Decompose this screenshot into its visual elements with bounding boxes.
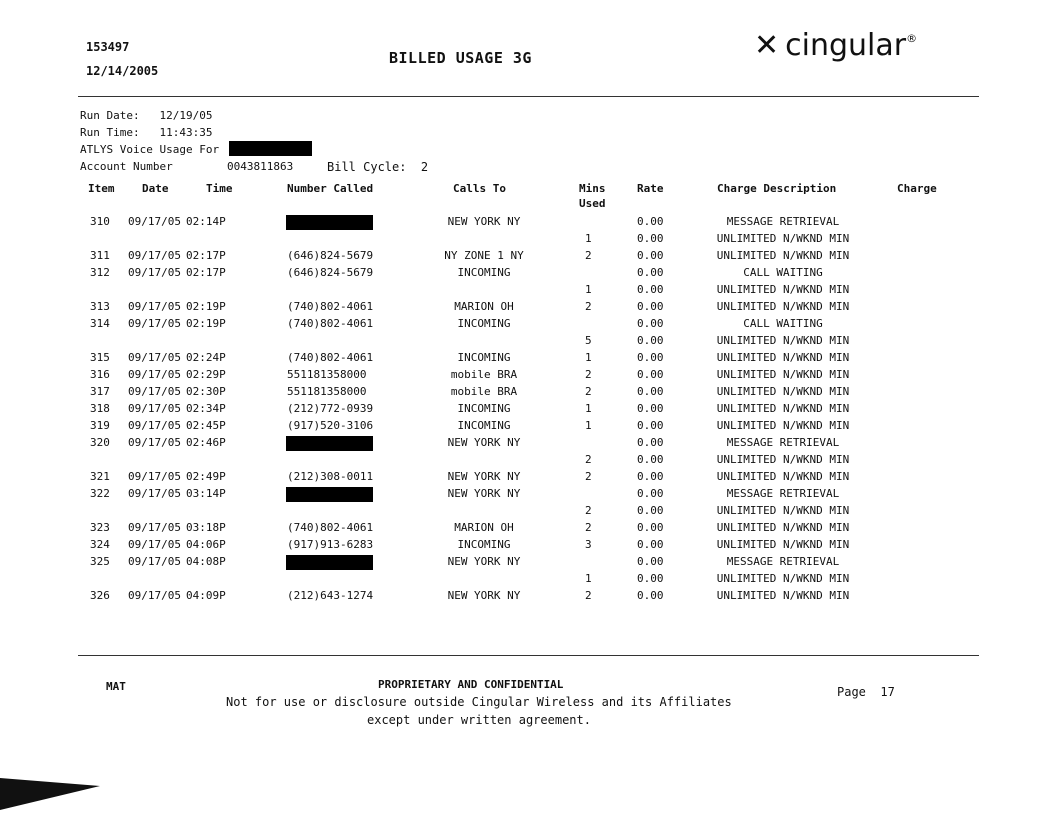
cell-calls-to: NEW YORK NY — [447, 470, 521, 483]
usage-for-label: ATLYS Voice Usage For — [80, 143, 220, 156]
cell-item: 320 — [90, 436, 110, 449]
cell-rate: 0.00 — [637, 504, 664, 517]
cell-item: 321 — [90, 470, 110, 483]
cell-rate: 0.00 — [637, 283, 664, 296]
cell-mins-used: 2 — [585, 453, 592, 466]
cell-charge-description: UNLIMITED N/WKND MIN — [716, 385, 850, 398]
cell-calls-to: mobile BRA — [450, 368, 518, 381]
column-header-number-called: Number Called — [287, 182, 374, 195]
confidential-title: PROPRIETARY AND CONFIDENTIAL — [378, 678, 564, 691]
cell-mins-used: 2 — [585, 470, 592, 483]
cell-date: 09/17/05 — [128, 436, 181, 449]
cell-time: 02:46P — [186, 436, 226, 449]
cell-date: 09/17/05 — [128, 589, 181, 602]
redaction-bar — [286, 487, 373, 502]
cell-mins-used: 2 — [585, 385, 592, 398]
cell-number-called: (740)802-4061 — [287, 351, 374, 364]
page-title: BILLED USAGE 3G — [389, 49, 532, 67]
cell-time: 02:19P — [186, 300, 226, 313]
cell-charge-description: UNLIMITED N/WKND MIN — [716, 419, 850, 432]
cell-item: 319 — [90, 419, 110, 432]
footer-divider — [78, 655, 979, 656]
cell-time: 02:19P — [186, 317, 226, 330]
cell-date: 09/17/05 — [128, 538, 181, 551]
cell-time: 02:17P — [186, 266, 226, 279]
cell-number-called: (212)772-0939 — [287, 402, 374, 415]
cell-mins-used: 2 — [585, 504, 592, 517]
cell-date: 09/17/05 — [128, 300, 181, 313]
cell-mins-used: 2 — [585, 589, 592, 602]
column-header-mins: Mins — [579, 182, 606, 195]
scan-artifact — [0, 778, 100, 810]
cell-charge-description: UNLIMITED N/WKND MIN — [716, 283, 850, 296]
cell-rate: 0.00 — [637, 385, 664, 398]
cell-charge-description: UNLIMITED N/WKND MIN — [716, 453, 850, 466]
cell-mins-used: 1 — [585, 402, 592, 415]
cell-number-called: (917)520-3106 — [287, 419, 374, 432]
cell-mins-used: 1 — [585, 232, 592, 245]
cell-date: 09/17/05 — [128, 351, 181, 364]
redaction-bar — [286, 436, 373, 451]
cell-calls-to: NEW YORK NY — [447, 436, 521, 449]
cell-rate: 0.00 — [637, 232, 664, 245]
cell-time: 02:17P — [186, 249, 226, 262]
cell-date: 09/17/05 — [128, 521, 181, 534]
cell-charge-description: UNLIMITED N/WKND MIN — [716, 351, 850, 364]
cell-calls-to: INCOMING — [457, 351, 511, 364]
redaction-bar — [229, 141, 312, 156]
column-header-rate: Rate — [637, 182, 664, 195]
cell-rate: 0.00 — [637, 419, 664, 432]
cell-date: 09/17/05 — [128, 266, 181, 279]
run-date: Run Date: 12/19/05 — [80, 109, 213, 122]
cell-rate: 0.00 — [637, 521, 664, 534]
column-header-calls-to: Calls To — [453, 182, 506, 195]
cell-charge-description: UNLIMITED N/WKND MIN — [716, 300, 850, 313]
cell-charge-description: UNLIMITED N/WKND MIN — [716, 470, 850, 483]
cell-charge-description: UNLIMITED N/WKND MIN — [716, 521, 850, 534]
cell-charge-description: UNLIMITED N/WKND MIN — [716, 368, 850, 381]
cell-number-called: 551181358000 — [287, 368, 367, 381]
cell-mins-used: 2 — [585, 300, 592, 313]
cell-item: 324 — [90, 538, 110, 551]
cell-date: 09/17/05 — [128, 419, 181, 432]
cell-date: 09/17/05 — [128, 402, 181, 415]
cell-number-called: (740)802-4061 — [287, 317, 374, 330]
cell-time: 02:29P — [186, 368, 226, 381]
cell-number-called: 551181358000 — [287, 385, 367, 398]
cell-item: 326 — [90, 589, 110, 602]
cell-number-called: (212)643-1274 — [287, 589, 374, 602]
cell-item: 316 — [90, 368, 110, 381]
cell-charge-description: UNLIMITED N/WKND MIN — [716, 249, 850, 262]
cell-date: 09/17/05 — [128, 317, 181, 330]
cell-calls-to: NEW YORK NY — [447, 487, 521, 500]
cell-item: 322 — [90, 487, 110, 500]
cell-rate: 0.00 — [637, 453, 664, 466]
cell-rate: 0.00 — [637, 300, 664, 313]
column-header-charge: Charge — [897, 182, 937, 195]
cell-rate: 0.00 — [637, 572, 664, 585]
bill-cycle: Bill Cycle: 2 — [327, 160, 429, 174]
cell-rate: 0.00 — [637, 470, 664, 483]
cell-charge-description: MESSAGE RETRIEVAL — [726, 215, 840, 228]
cell-number-called: (740)802-4061 — [287, 521, 374, 534]
cell-rate: 0.00 — [637, 249, 664, 262]
column-header-charge-description: Charge Description — [717, 182, 837, 195]
cell-date: 09/17/05 — [128, 368, 181, 381]
cell-calls-to: INCOMING — [457, 266, 511, 279]
cell-time: 04:09P — [186, 589, 226, 602]
cell-rate: 0.00 — [637, 351, 664, 364]
cell-item: 312 — [90, 266, 110, 279]
cell-calls-to: INCOMING — [457, 538, 511, 551]
redaction-bar — [286, 215, 373, 230]
cell-item: 313 — [90, 300, 110, 313]
account-number: 0043811863 — [227, 160, 294, 173]
cell-time: 03:18P — [186, 521, 226, 534]
cell-rate: 0.00 — [637, 538, 664, 551]
column-header-date: Date — [142, 182, 169, 195]
cell-date: 09/17/05 — [128, 555, 181, 568]
column-header-item: Item — [88, 182, 115, 195]
cell-time: 02:49P — [186, 470, 226, 483]
cell-time: 04:08P — [186, 555, 226, 568]
cell-time: 04:06P — [186, 538, 226, 551]
cell-charge-description: UNLIMITED N/WKND MIN — [716, 232, 850, 245]
cell-number-called: (646)824-5679 — [287, 266, 374, 279]
cell-item: 325 — [90, 555, 110, 568]
logo-text: cingular — [785, 28, 907, 63]
cell-calls-to: INCOMING — [457, 317, 511, 330]
cell-item: 310 — [90, 215, 110, 228]
cell-rate: 0.00 — [637, 555, 664, 568]
footer-code: MAT — [106, 680, 126, 693]
cell-charge-description: UNLIMITED N/WKND MIN — [716, 402, 850, 415]
cell-rate: 0.00 — [637, 436, 664, 449]
cell-mins-used: 2 — [585, 521, 592, 534]
cell-mins-used: 2 — [585, 368, 592, 381]
document-number: 153497 — [86, 40, 130, 54]
cingular-logo — [754, 28, 917, 63]
cell-mins-used: 1 — [585, 283, 592, 296]
account-number-label: Account Number — [80, 160, 173, 173]
cell-calls-to: NEW YORK NY — [447, 589, 521, 602]
cell-mins-used: 2 — [585, 249, 592, 262]
cell-charge-description: CALL WAITING — [743, 317, 823, 330]
cell-charge-description: MESSAGE RETRIEVAL — [726, 555, 840, 568]
cell-rate: 0.00 — [637, 266, 664, 279]
cell-mins-used: 1 — [585, 419, 592, 432]
cell-date: 09/17/05 — [128, 215, 181, 228]
column-header-time: Time — [206, 182, 233, 195]
cell-item: 314 — [90, 317, 110, 330]
cell-rate: 0.00 — [637, 487, 664, 500]
cell-rate: 0.00 — [637, 368, 664, 381]
cell-calls-to: mobile BRA — [450, 385, 518, 398]
cell-mins-used: 1 — [585, 572, 592, 585]
cell-item: 317 — [90, 385, 110, 398]
cell-charge-description: UNLIMITED N/WKND MIN — [716, 589, 850, 602]
cell-date: 09/17/05 — [128, 487, 181, 500]
cell-number-called: (740)802-4061 — [287, 300, 374, 313]
cell-charge-description: UNLIMITED N/WKND MIN — [716, 538, 850, 551]
cell-rate: 0.00 — [637, 215, 664, 228]
cell-calls-to: INCOMING — [457, 419, 511, 432]
cell-date: 09/17/05 — [128, 385, 181, 398]
cell-date: 09/17/05 — [128, 249, 181, 262]
cell-time: 03:14P — [186, 487, 226, 500]
cell-calls-to: INCOMING — [457, 402, 511, 415]
cell-calls-to: NY ZONE 1 NY — [444, 249, 524, 262]
cell-time: 02:45P — [186, 419, 226, 432]
cell-charge-description: MESSAGE RETRIEVAL — [726, 487, 840, 500]
cell-charge-description: UNLIMITED N/WKND MIN — [716, 334, 850, 347]
registered-mark: ® — [906, 32, 918, 45]
run-time: Run Time: 11:43:35 — [80, 126, 213, 139]
cell-mins-used: 5 — [585, 334, 592, 347]
cell-charge-description: UNLIMITED N/WKND MIN — [716, 572, 850, 585]
cell-time: 02:34P — [186, 402, 226, 415]
cell-time: 02:30P — [186, 385, 226, 398]
cell-item: 311 — [90, 249, 110, 262]
header-divider — [78, 96, 979, 97]
cell-rate: 0.00 — [637, 589, 664, 602]
column-header-used: Used — [579, 197, 606, 210]
cell-charge-description: UNLIMITED N/WKND MIN — [716, 504, 850, 517]
page-number: Page 17 — [837, 685, 895, 699]
cell-time: 02:14P — [186, 215, 226, 228]
document-date: 12/14/2005 — [86, 64, 159, 78]
cell-number-called: (212)308-0011 — [287, 470, 374, 483]
cell-mins-used: 1 — [585, 351, 592, 364]
cell-rate: 0.00 — [637, 334, 664, 347]
cell-item: 315 — [90, 351, 110, 364]
cell-item: 318 — [90, 402, 110, 415]
cell-item: 323 — [90, 521, 110, 534]
cell-rate: 0.00 — [637, 402, 664, 415]
cell-calls-to: MARION OH — [454, 521, 514, 534]
cell-charge-description: MESSAGE RETRIEVAL — [726, 436, 840, 449]
cell-charge-description: CALL WAITING — [743, 266, 823, 279]
cell-number-called: (646)824-5679 — [287, 249, 374, 262]
x-icon: ✕ — [754, 28, 780, 63]
confidential-line-2: except under written agreement. — [367, 713, 591, 727]
cell-calls-to: NEW YORK NY — [447, 215, 521, 228]
cell-calls-to: MARION OH — [454, 300, 514, 313]
cell-rate: 0.00 — [637, 317, 664, 330]
cell-mins-used: 3 — [585, 538, 592, 551]
cell-date: 09/17/05 — [128, 470, 181, 483]
cell-number-called: (917)913-6283 — [287, 538, 374, 551]
confidential-line-1: Not for use or disclosure outside Cingular Wireless and its Affiliates — [226, 695, 732, 709]
cell-time: 02:24P — [186, 351, 226, 364]
cell-calls-to: NEW YORK NY — [447, 555, 521, 568]
redaction-bar — [286, 555, 373, 570]
